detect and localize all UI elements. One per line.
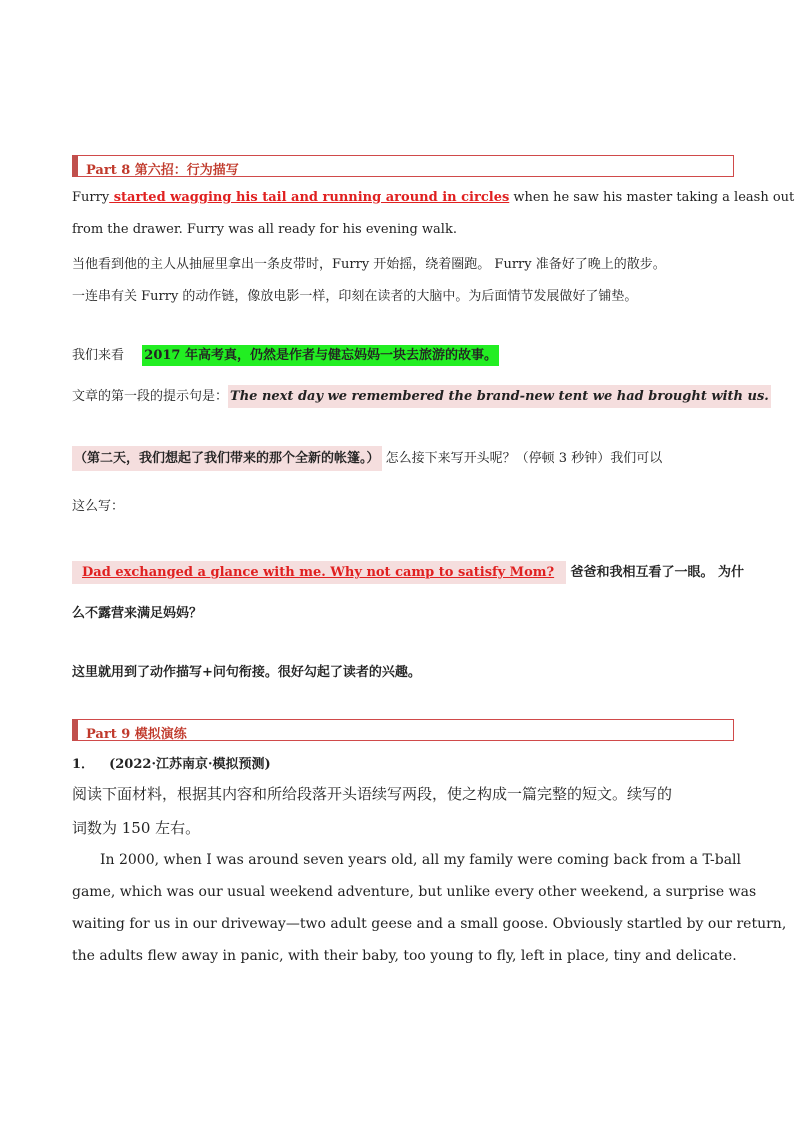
- dad-line: [72, 561, 744, 580]
- hint-translation-line: [72, 447, 662, 466]
- furry-rest: when he saw his master taking a leash out: [509, 190, 795, 205]
- part8-title: Part 8 第六招：行为描写: [86, 163, 239, 178]
- question-source: (2022·江苏南京·模拟预测): [109, 757, 271, 772]
- hint-chinese: （第二天，我们想起了我们带来的那个全新的帐篷。）: [72, 446, 382, 471]
- part9-header: [72, 719, 734, 741]
- dad-chinese-cont: 么不露营来满足妈妈？: [72, 606, 203, 621]
- furry-name: Furry: [72, 190, 110, 205]
- hint-english: The next day we remembered the brand-new tent we had brought with us.: [228, 385, 771, 408]
- furry-action-highlight: started wagging his tail and running around in circles: [109, 190, 510, 205]
- translation-line: 当他看到他的主人从抽屉里拿出一条皮带时，Furry 开始摇，绕着圈跑。 Furry 准备好了晚上的散步。: [72, 257, 666, 272]
- dad-english: Dad exchanged a glance with me. Why not camp to satisfy Mom?: [82, 565, 555, 580]
- instruction-line1: 阅读下面材料，根据其内容和所给段落开头语续写两段，使之构成一篇完整的短文。续写的: [72, 785, 673, 803]
- passage-line2: game, which was our usual weekend adventure, but unlike every other weekend, a surprise was: [72, 884, 757, 900]
- passage-line3: waiting for us in our driveway—two adult geese and a small goose. Obviously startled by our return,: [72, 916, 787, 932]
- furry-sentence-line2: from the drawer. Furry was all ready for his evening walk.: [72, 222, 457, 237]
- hint-continue: 这么写：: [72, 499, 125, 514]
- example-intro-text: 我们来看: [72, 348, 125, 363]
- passage-line1: [72, 852, 741, 868]
- summary-line: 这里就用到了动作描写+问句衔接。很好勾起了读者的兴趣。: [72, 665, 421, 680]
- dad-chinese: 爸爸和我相互看了一眼。 为什: [570, 565, 745, 580]
- part8-header: [72, 155, 734, 177]
- part9-title: Part 9 模拟演练: [86, 727, 187, 742]
- hint-question: 怎么接下来写开头呢？（停顿 3 秒钟）我们可以: [385, 451, 663, 466]
- question-heading: [72, 753, 271, 772]
- instruction-line2: 词数为 150 左右。: [72, 819, 201, 837]
- example-highlight: 2017 年高考真，仍然是作者与健忘妈妈一块去旅游的故事。: [142, 345, 499, 366]
- example-intro: [72, 344, 499, 363]
- analysis-line: 一连串有关 Furry 的动作链，像放电影一样，印刻在读者的大脑中。为后面情节发展做好了铺垫。: [72, 289, 638, 304]
- passage-line1-text: In 2000, when I was around seven years old, all my family were coming back from a T-ball: [100, 852, 741, 868]
- hint-label: 文章的第一段的提示句是：: [72, 389, 229, 404]
- hint-line: [72, 385, 771, 404]
- furry-sentence-line1: [72, 190, 794, 205]
- question-number: 1．: [72, 757, 95, 772]
- passage-line4: the adults flew away in panic, with their baby, too young to fly, left in place, tiny and delicate.: [72, 948, 737, 964]
